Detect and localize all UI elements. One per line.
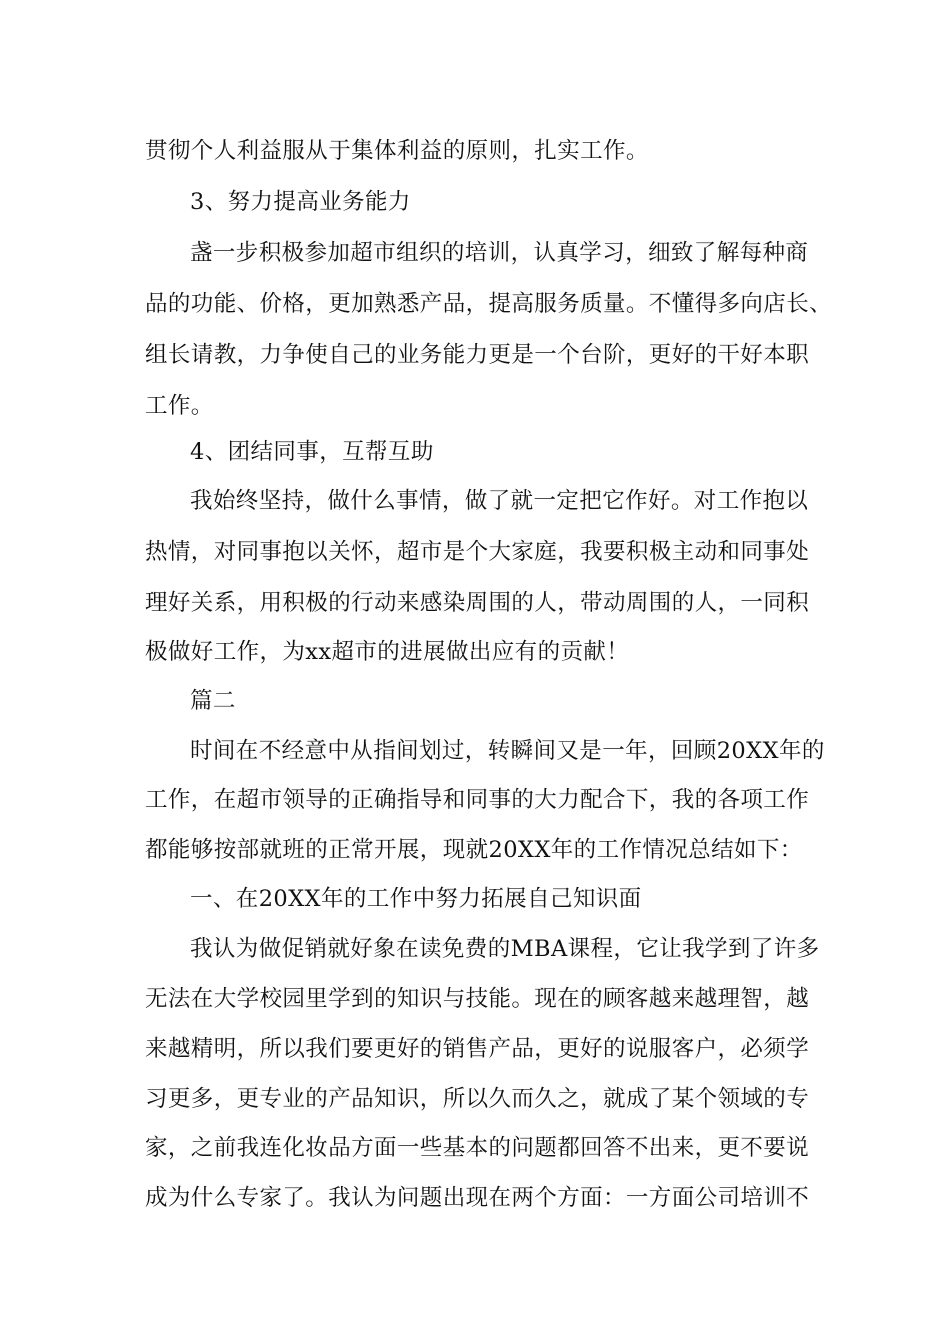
paragraph-line: 热情，对同事抱以关怀，超市是个大家庭，我要积极主动和同事处 xyxy=(145,539,810,565)
paragraph-line: 组长请教，力争使自己的业务能力更是一个台阶，更好的干好本职 xyxy=(145,342,810,368)
paragraph-line: 盏一步积极参加超市组织的培训，认真学习，细致了解每种商 xyxy=(190,240,809,266)
paragraph-line: 时间在不经意中从指间划过，转瞬间又是一年，回顾20XX年的 xyxy=(190,738,825,764)
paragraph-line: 工作，在超市领导的正确指导和同事的大力配合下，我的各项工作 xyxy=(145,787,810,813)
paragraph-line: 工作。 xyxy=(145,393,214,419)
section-heading: 3、努力提高业务能力 xyxy=(190,189,411,215)
paragraph-line: 无法在大学校园里学到的知识与技能。现在的顾客越来越理智，越 xyxy=(145,986,810,1012)
paragraph-line: 都能够按部就班的正常开展，现就20XX年的工作情况总结如下： xyxy=(145,837,803,863)
paragraph-line: 贯彻个人利益服从于集体利益的原则，扎实工作。 xyxy=(145,138,649,164)
paragraph-line: 我认为做促销就好象在读免费的MBA课程，它让我学到了许多 xyxy=(190,936,820,962)
paragraph-line: 家，之前我连化妆品方面一些基本的问题都回答不出来，更不要说 xyxy=(145,1135,810,1161)
paragraph-line: 来越精明，所以我们要更好的销售产品，更好的说服客户，必须学 xyxy=(145,1036,810,1062)
section-heading: 篇二 xyxy=(190,688,236,714)
paragraph-line: 我始终坚持，做什么事情，做了就一定把它作好。对工作抱以 xyxy=(190,488,809,514)
paragraph-line: 习更多，更专业的产品知识，所以久而久之，就成了某个领域的专 xyxy=(145,1086,810,1112)
section-heading: 4、团结同事，互帮互助 xyxy=(190,439,434,465)
paragraph-line: 极做好工作，为xx超市的进展做出应有的贡献！ xyxy=(145,639,630,665)
section-heading: 一、在20XX年的工作中努力拓展自己知识面 xyxy=(190,886,642,912)
paragraph-line: 品的功能、价格，更加熟悉产品，提高服务质量。不懂得多向店长、 xyxy=(145,291,833,317)
paragraph-line: 理好关系，用积极的行动来感染周围的人，带动周围的人，一同积 xyxy=(145,590,810,616)
paragraph-line: 成为什么专家了。我认为问题出现在两个方面：一方面公司培训不 xyxy=(145,1185,810,1211)
